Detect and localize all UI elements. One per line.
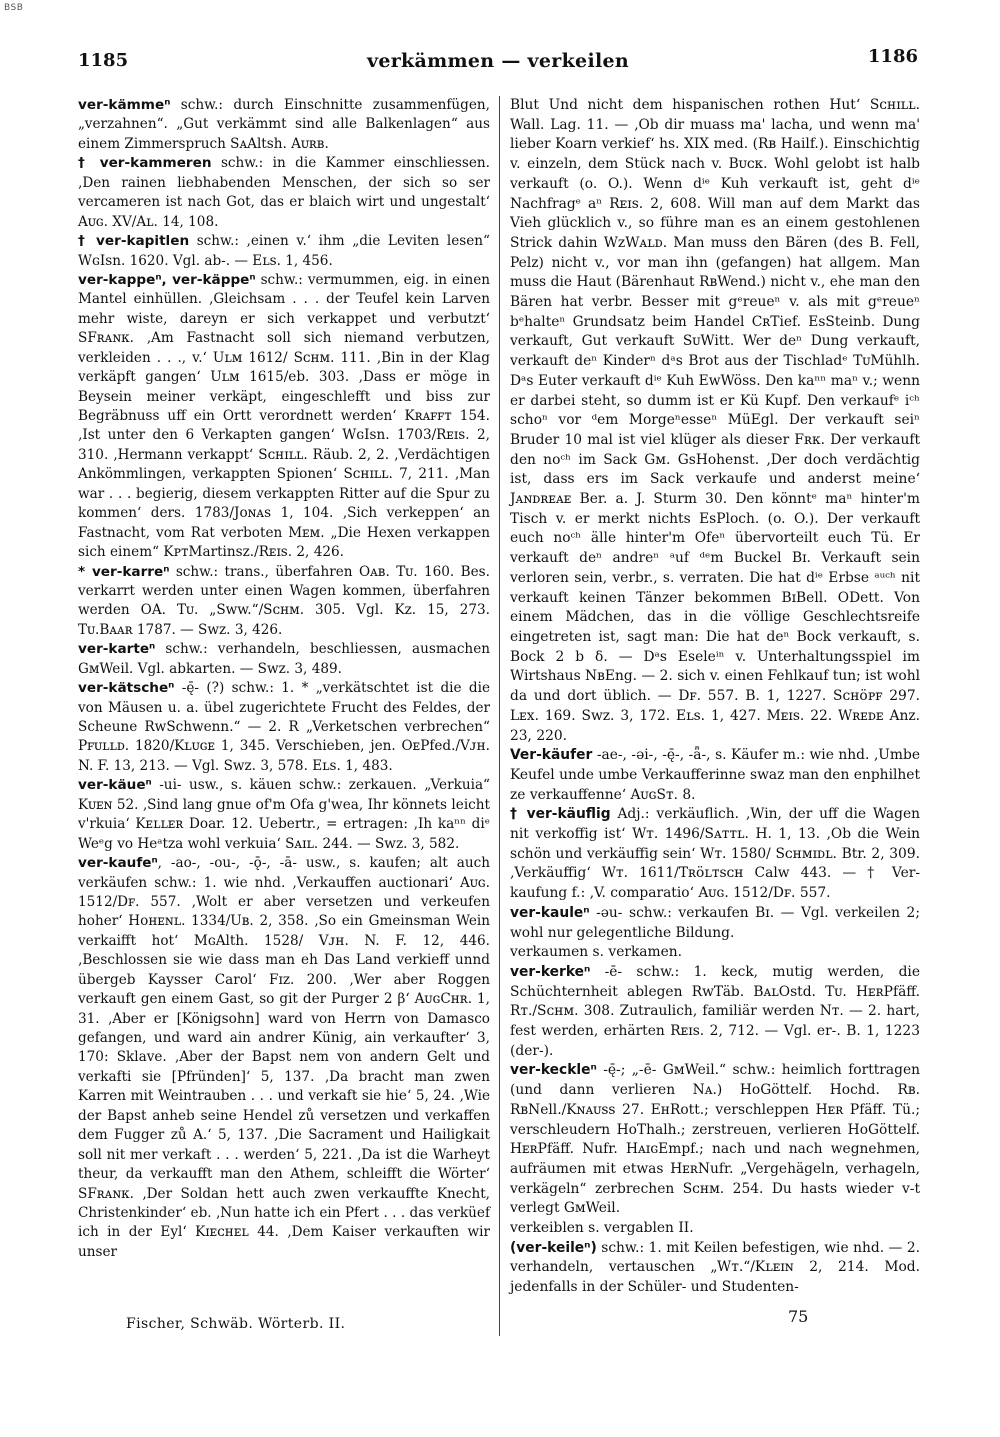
dictionary-entry	[78, 271, 490, 563]
entry-headword: ver-kappeⁿ, ver-käppeⁿ	[78, 271, 256, 288]
entry-text: -ę̄- (?) schw.: 1. * „verkätschtet ist die die von Mäusen u. a. übel zugerichtete Frucht des Feldes, der Scheune RwSchwenn.“ — 2. R „Verketschen verbrechen“ Pꜰᴜʟʟᴅ. 1820/Kʟᴜɢᴇ 1, 345. Verschieben, jen. OᴇPfed./Vᴊʜ. N. F. 13, 213. — Vgl. Swz. 3, 578. Eʟs. 1, 483.	[78, 680, 490, 774]
entry-headword: ver-kätscheⁿ	[78, 680, 175, 697]
entry-text: -ui- usw., s. käuen schw.: zerkauen. „Verkuia“ Kᴜᴇɴ 52. ‚Sind lang gnue of'm Ofa g'wea, Ihr könnets leicht v'rkuia‘ Kᴇʟʟᴇʀ Doar. 12. Uebertr., = ertragen: ‚Ih kaⁿⁿ diᵉ Weᵉg vo Heᵃtza wohl verkuia‘ Sᴀɪʟ. 244. — Swz. 3, 582.	[78, 777, 490, 852]
entry-text: schw.: ‚einen v.‘ ihm „die Leviten lesen“ WɢIsn. 1620. Vgl. ab-. — Eʟs. 1, 456.	[78, 233, 490, 269]
entry-text: , -ao-, -ou-, -ǭ-, -ā- usw., s. kaufen; alt auch verkäufen schw.: 1. wie nhd. ‚Verkauffen auctionari‘ Aᴜɢ. 1512/Dꜰ. 557. ‚Wolt er aber versetzen und verkeufen hoher‘ Hᴏʜᴇɴʟ. 1334/Uʙ. 2, 358. ‚So ein Gmeinsman Wein verkaifft hot‘ MɢAlth. 1528/ Vᴊʜ. N. F. 12, 446. ‚Beschlossen sie wie dass man eh Das Land verkieff unnd übergeb Kaysser Carol‘ Fɪᴢ. 200. ‚Wer aber Roggen verkauft gen einem Gast, so git der Purger 2 β‘ AᴜɢCʜʀ. 1, 31. ‚Aber er [Königsohn] ward von Herrn von Damasco gefangen, und ward ain andrer Künig, ain verkaufter‘ 3, 170: Sklave. ‚Aber der Bapst nem von andern Gelt und verkafti sie [Pfründen]‘ 5, 137. ‚Da bracht man zwen Karren mit Weintrauben . . . und verkaft sie hie‘ 5, 24. ‚Wie der Bapst anheb seine Hendel zů versetzen und verkaffen dem Fugger zů A.‘ 5, 137. ‚Die Sacrament und Hailigkait soll nit mer verkaft . . . werden‘ 5, 221. ‚Da ist die Warheyt theur, da verkaufft man den Athem, schleifft die Wörter‘ SFʀᴀɴᴋ. ‚Der Soldan hett auch zwen verkauffte Knecht, Christenkinder‘ eb. ‚Nun hatte ich ein Pfert . . . das verküef ich in der Eyl‘ Kɪᴇᴄʜᴇʟ 44. ‚Dem Kaiser verkauften wir unser	[78, 855, 490, 1260]
entry-text: -ae-, -əi-, -ę̄-, -ǟ-, s. Käufer m.: wie nhd. ‚Umbe Keufel unde umbe Verkaufferinne swaz man den enphilhet ze verkauffenne‘ AᴜɢSᴛ. 8.	[510, 747, 920, 803]
dictionary-entry	[510, 943, 920, 963]
entry-headword: ver-käueⁿ	[78, 777, 152, 794]
sheet-number: 75	[788, 1307, 809, 1326]
dictionary-entry	[78, 563, 490, 641]
entry-text: -ę̄-; „-ē- GᴍWeil.“ schw.: heimlich forttragen (und dann verlieren Nᴀ.) HoGöttelf. Hochd. Rʙ. RʙNell./Kɴᴀᴜss 27. EʜRott.; verschleppen Hᴇʀ Pfäff. Tü.; verschleudern HoThalh.; zerstreuen, verlieren HoGöttelf. HᴇʀPfäff. Nufr. HᴀɪɢEmpf.; nach und nach wegnehmen, aufräumen mit etwas HᴇʀNufr. „Vergehägeln, verhageln, verkägeln“ zerbrechen Sᴄʜᴍ. 254. Du hasts wieder v-t verlegt GᴍWeil.	[510, 1062, 920, 1217]
entry-text: Blut Und nicht dem hispanischen rothen Hut‘ Sᴄʜɪʟʟ. Wall. Lag. 11. — ‚Ob dir muass ma' lacha, und wenn ma' lieber Koarn verkief‘ hs. XIX med. (Rʙ Hailf.). Einschichtig v. einzeln, dem Stück nach v. Bᴜᴄᴋ. Wohl gelobt ist halb verkauft (o. O.). Wenn dⁱᵉ Kuh verkauft ist, geht dⁱᵉ Nachfragᵉ aⁿ Rᴇɪs. 2, 608. Will man auf dem Markt das Vieh glücklich v., so führe man es an einem gestohlenen Strick dahin WᴢWᴀʟᴅ. Man muss den Bären (des B. Fell, Pelz) nicht v., vor man ihn (gefangen) hat allgem. Man muss die Haut (Bärenhaut RʙWend.) nicht v., ehe man den Bären hat verbr. Besser mit gᵉreueⁿ v. als mit gᵉreueⁿ bᵉhalteⁿ Grundsatz beim Handel CʀTief. EsSteinb. Dung verkauft, Gut verkauft SᴜWitt. Wer deⁿ Dung verkauft, verkauft deⁿ Kinderⁿ dᵃs Brot aus der Tischladᵉ TᴜMühlh. Dᵃs Euter verkauft dⁱᵉ Kuh EwWöss. Den kaⁿⁿ maⁿ v.; wenn er darbei steht, so dumm ist er Kü Kupf. Den verkaufᵉ iᶜʰ schoⁿ vor ᵈem Morgeⁿesseⁿ MüEgl. Der verkauft seiⁿ Bruder 10 mal ist viel klüger als dieser Fʀᴋ. Der verkauft den noᶜʰ im Sack Gᴍ. GsHohenst. ‚Der doch verdächtig ist, dass ers im Sack verkaufe und anderst meine‘ Jᴀɴᴅʀᴇᴀᴇ Ber. a. J. Sturm 30. Den könntᵉ maⁿ hinter'm Tisch v. er merkt nichts EsPloch. (o. O.). Der verkauft euch noᶜʰ älle hinter'm Ofeⁿ übervorteilt euch Tü. Er verkauft deⁿ andreⁿ ᵃuf ᵈᵉm Buckel Bɪ. Verkauft sein verloren sein, verbr., s. verraten. Die hat dⁱᵉ Erbse ᵃᵘᶜʰ nit verkauft keinen Tänzer bekommen BɪBell. ODett. Von einem Mädchen, das in die völlige Geschlechtsreife eingetreten ist, sagt man: Die hat deⁿ Bock verkauft, s. Bock 2 b δ. — Dᵃs Eseleⁱⁿ v. Unterhaltungsspiel im Wirtshaus NʙEng. — 2. sich v. einen Fehlkauf tun; ist wohl da und dort üblich. — Dꜰ. 557. B. 1, 1227. Sᴄʜöᴘꜰ 297. Lᴇx. 169. Swz. 3, 172. Eʟs. 1, 427. Mᴇɪs. 22. Wʀᴇᴅᴇ Anz. 23, 220.	[510, 97, 920, 744]
dictionary-entry	[78, 776, 490, 854]
dictionary-entry	[78, 232, 490, 271]
entry-headword: ver-keckleⁿ	[510, 1062, 597, 1079]
dictionary-entry	[78, 640, 490, 679]
left-column	[78, 96, 490, 1262]
dictionary-entry	[78, 854, 490, 1262]
running-title: verkämmen — verkeilen	[367, 50, 629, 72]
entry-text: schw.: durch Einschnitte zusammenfügen, „verzahnen“. „Gut verkämmt sind alle Balkenlagen“ aus einem Zimmerspruch SᴀAltsh. Aᴜʀʙ.	[78, 97, 490, 152]
dictionary-entry	[78, 154, 490, 232]
entry-headword: (ver-keileⁿ)	[510, 1239, 597, 1256]
entry-text: verkaumen s. verkamen.	[510, 944, 683, 961]
entry-headword: ver-kauleⁿ	[510, 904, 590, 921]
dictionary-entry	[510, 805, 920, 904]
dictionary-entry	[510, 904, 920, 943]
dictionary-entry	[510, 1061, 920, 1219]
entry-text: schw.: 1. mit Keilen befestigen, wie nhd. — 2. verhandeln, vertauschen „Wᴛ.“/Kʟᴇɪɴ 2, 214. Mod. jedenfalls in der Schüler- und Studenten-	[510, 1239, 920, 1296]
dictionary-entry	[510, 1239, 920, 1298]
dictionary-entry	[510, 1219, 920, 1239]
entry-headword: Ver-käufer	[510, 747, 593, 764]
entry-text: schw.: trans., überfahren Oᴀʙ. Tᴜ. 160. Bes. verkarrt werden unter einen Wagen kommen, überfahren werden OA. Tᴜ. „Sww.“/Sᴄʜᴍ. 305. Vgl. Kz. 15, 273. Tᴜ.Bᴀᴀʀ 1787. — Swz. 3, 426.	[78, 563, 490, 638]
entry-headword: ver-kerkeⁿ	[510, 963, 591, 980]
dictionary-entry	[510, 963, 920, 1062]
page-header	[78, 46, 918, 76]
footer-signature: Fischer, Schwäb. Wörterb. II.	[126, 1316, 346, 1332]
dictionary-entry	[510, 746, 920, 805]
entry-headword: † ver-kammeren	[78, 155, 212, 172]
entry-headword: ver-kämmeⁿ	[78, 97, 171, 113]
library-stamp: BSB	[4, 3, 24, 13]
column-divider	[499, 96, 500, 1336]
entry-headword: ver-karteⁿ	[78, 641, 156, 658]
entry-headword: * ver-karreⁿ	[78, 563, 170, 580]
page-number-right: 1186	[867, 46, 918, 67]
entry-text: Adj.: verkäuflich. ‚Win, der uff die Wagen nit verkoffig ist‘ Wᴛ. 1496/Sᴀᴛᴛʟ. H. 1, 13. ‚Ob die Wein schön und verkäuffig sein‘ Wᴛ. 1580/ Sᴄʜᴍɪᴅʟ. Btr. 2, 309. ‚Verkäuffig‘ Wᴛ. 1611/Tʀöʟᴛsᴄʜ Calw 443. — † Ver-kaufung f.: ‚V. comparatio‘ Aᴜɢ. 1512/Dꜰ. 557.	[510, 806, 920, 902]
entry-headword: † ver-käuflig	[510, 806, 611, 823]
entry-text: schw.: in die Kammer einschliessen. ‚Den rainen liebhabenden Menschen, der sich so ser vercameren ist nach Got, das er blaich wirt und ungestalt‘ Aᴜɢ. XV/Aʟ. 14, 108.	[78, 155, 490, 230]
page-number-left: 1185	[78, 50, 129, 71]
dictionary-entry	[78, 679, 490, 776]
dictionary-entry	[510, 96, 920, 746]
entry-text: schw.: verhandeln, beschliessen, ausmachen GᴍWeil. Vgl. abkarten. — Swz. 3, 489.	[78, 641, 490, 677]
entry-text: schw.: vermummen, eig. in einen Mantel einhüllen. ‚Gleichsam . . . der Teufel kein Larven mehr wiste, dareyn er sich verkappet und verbutzt‘ SFʀᴀɴᴋ. ‚Am Fastnacht soll sich niemand verbutzen, verkleiden . . ., v.‘ Uʟᴍ 1612/ Sᴄʜᴍ. 111. ‚Bin in der Klag verkäpft gangen‘ Uʟᴍ 1615/eb. 303. ‚Dass er möge in Beysein meiner verkäpt, eingeschlefft und biss zur Begräbnuss uff ein Ortt verordnett werden‘ Kʀᴀꜰꜰᴛ 154. ‚Ist unter den 6 Verkapten gangen‘ WɢIsn. 1703/Rᴇɪs. 2, 310. ‚Hermann verkappt‘ Sᴄʜɪʟʟ. Räub. 2, 2. ‚Verdächtigen Ankömmlingen, verkappten Spionen‘ Sᴄʜɪʟʟ. 7, 211. ‚Man war . . . begierig, diesem verkappten Ritter auf die Spur zu kommen‘ ders. 1783/Jᴏɴᴀs 1, 104. ‚Sich verkeppen‘ an Fastnacht, vom Rat verboten Mᴇᴍ. „Die Hexen verkappen sich einem“ KᴘᴛMartinsz./Rᴇɪs. 2, 426.	[78, 271, 490, 561]
right-column	[510, 96, 920, 1298]
dictionary-entry	[78, 96, 490, 154]
entry-text: -ē- schw.: 1. keck, mutig werden, die Schüchternheit ablegen RwTäb. BᴀʟOstd. Tᴜ. HᴇʀPfäff. Rᴛ./Sᴄʜᴍ. 308. Zutraulich, familiär werden Nᴛ. — 2. hart, fest werden, erhärten Rᴇɪs. 2, 712. — Vgl. er-. B. 1, 1223 (der-).	[510, 963, 920, 1059]
entry-headword: † ver-kapitlen	[78, 233, 190, 250]
entry-text: verkeiblen s. vergablen II.	[510, 1220, 694, 1237]
entry-headword: ver-kaufeⁿ	[78, 855, 158, 872]
entry-text: -əu- schw.: verkaufen Bɪ. — Vgl. verkeilen 2; wohl nur gelegentliche Bildung.	[510, 904, 920, 941]
